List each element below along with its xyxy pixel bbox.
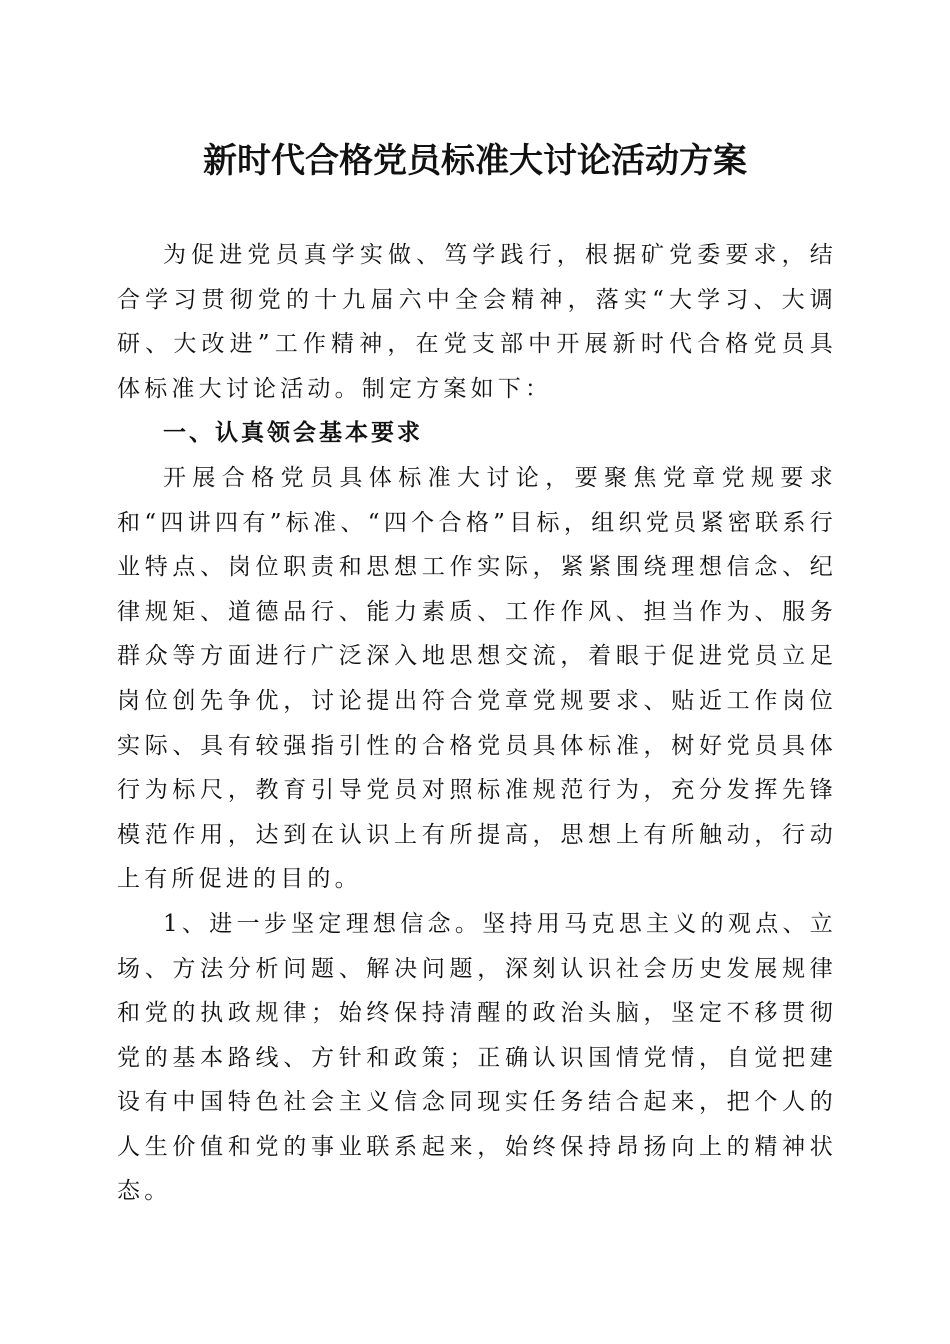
document-body (117, 233, 837, 1214)
section-1-paragraph: 开展合格党员具体标准大讨论，要聚焦党章党规要求和“四讲四有”标准、“四个合格”目标，组织党员紧密联系行业特点、岗位职责和思想工作实际，紧紧围绕理想信念、纪律规矩、道德品行、能力素质、工作作风、担当作为、服务群众等方面进行广泛深入地思想交流，着眼于促进党员立足岗位创先争优，讨论提出符合党章党规要求、贴近工作岗位实际、具有较强指引性的合格党员具体标准，树好党员具体行为标尺，教育引导党员对照标准规范行为，充分发挥先锋模范作用，达到在认识上有所提高，思想上有所触动，行动上有所促进的目的。 (117, 464, 837, 893)
document-title: 新时代合格党员标准大讨论活动方案 (203, 141, 747, 181)
section-heading-1: 一、认真领会基本要求 (163, 420, 423, 447)
intro-paragraph: 为促进党员真学实做、笃学践行，根据矿党委要求，结合学习贯彻党的十九届六中全会精神，落实“大学习、大调研、大改进”工作精神，在党支部中开展新时代合格党员具体标准大讨论活动。制定方案如下： (117, 242, 837, 402)
item-1-paragraph: 1、进一步坚定理想信念。坚持用马克思主义的观点、立场、方法分析问题、解决问题，深刻认识社会历史发展规律和党的执政规律；始终保持清醒的政治头脑，坚定不移贯彻党的基本路线、方针和政策；正确认识国情党情，自觉把建设有中国特色社会主义信念同现实任务结合起来，把个人的人生价值和党的事业联系起来，始终保持昂扬向上的精神状态。 (117, 910, 837, 1205)
